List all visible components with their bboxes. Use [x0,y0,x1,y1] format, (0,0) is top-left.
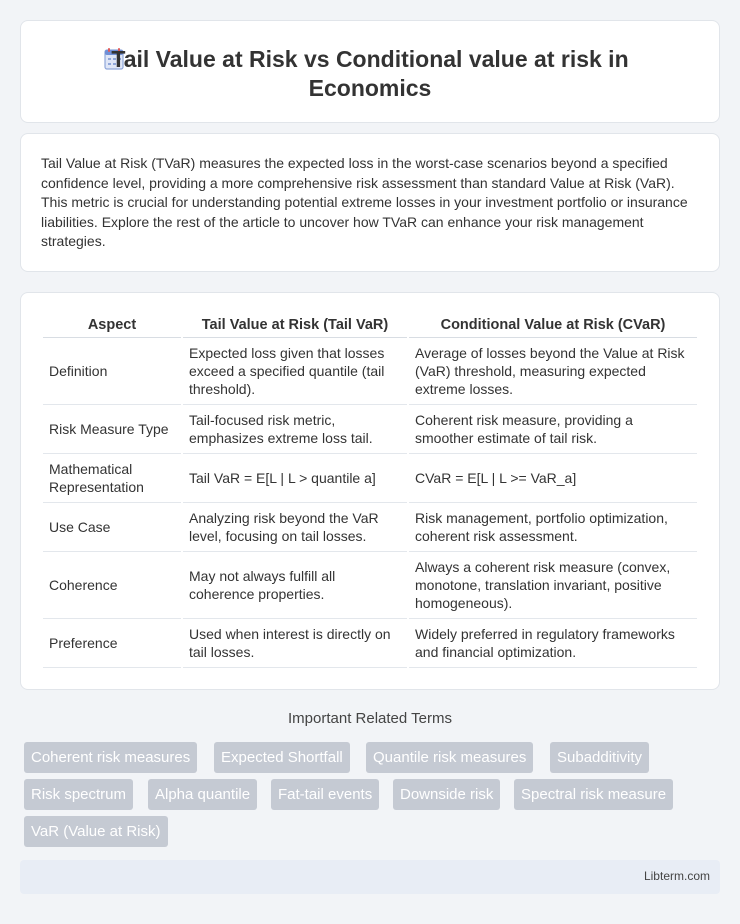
table-row [43,454,697,503]
tag-downside-risk[interactable]: Downside risk [393,779,500,810]
cell-tail-var: Expected loss given that losses exceed a specified quantile (tail threshold). [183,338,407,405]
cell-aspect: Coherence [43,552,181,619]
cell-tail-var: Analyzing risk beyond the VaR level, focusing on tail losses. [183,503,407,552]
cell-tail-var: May not always fulfill all coherence properties. [183,552,407,619]
page-title: Tail Value at Risk vs Conditional value at risk in Economics [111,46,629,101]
footer-site-link[interactable]: Libterm.com [643,869,710,883]
header-tail-var: Tail Value at Risk (Tail VaR) [183,315,407,338]
tag-expected-shortfall[interactable]: Expected Shortfall [214,742,350,773]
table-row [43,503,697,552]
cell-aspect: Risk Measure Type [43,405,181,454]
header-aspect: Aspect [43,315,181,338]
table-header-row [43,315,697,338]
cell-cvar: Risk management, portfolio optimization, coherent risk assessment. [409,503,697,552]
comparison-table [41,315,699,668]
footer [20,860,720,894]
tag-subadditivity[interactable]: Subadditivity [550,742,649,773]
cell-tail-var: Used when interest is directly on tail losses. [183,619,407,668]
cell-cvar: Widely preferred in regulatory frameworks and financial optimization. [409,619,697,668]
tag-risk-spectrum[interactable]: Risk spectrum [24,779,133,810]
cell-cvar: CVaR = E[L | L >= VaR_a] [409,454,697,503]
cell-tail-var: Tail VaR = E[L | L > quantile a] [183,454,407,503]
cell-aspect: Mathematical Representation [43,454,181,503]
table-row [43,619,697,668]
title-card [20,20,720,123]
header-cvar: Conditional Value at Risk (CVaR) [409,315,697,338]
cell-cvar: Average of losses beyond the Value at Risk (VaR) threshold, measuring expected extreme losses. [409,338,697,405]
cell-cvar: Always a coherent risk measure (convex, monotone, translation invariant, positive homogeneous). [409,552,697,619]
tag-quantile-risk-measures[interactable]: Quantile risk measures [366,742,533,773]
tag-spectral-risk-measure[interactable]: Spectral risk measure [514,779,673,810]
table-row [43,338,697,405]
cell-aspect: Use Case [43,503,181,552]
table-row [43,405,697,454]
cell-cvar: Coherent risk measure, providing a smoother estimate of tail risk. [409,405,697,454]
cell-aspect: Definition [43,338,181,405]
cell-aspect: Preference [43,619,181,668]
intro-paragraph: Tail Value at Risk (TVaR) measures the expected loss in the worst-case scenarios beyond a specified confidence level, providing a more comprehensive risk assessment than standard Value at Risk (VaR). This metric is crucial for understanding potential extreme losses in your investment portfolio or insurance liabilities. Explore the rest of the article to uncover how TVaR can enhance your risk management strategies. [41,155,688,249]
tag-var-value-at-risk[interactable]: VaR (Value at Risk) [24,816,168,847]
table-row [43,552,697,619]
tag-alpha-quantile[interactable]: Alpha quantile [148,779,257,810]
comparison-card [20,292,720,690]
intro-card [20,133,720,272]
related-terms-title: Important Related Terms [288,710,452,727]
cell-tail-var: Tail-focused risk metric, emphasizes extreme loss tail. [183,405,407,454]
tag-fat-tail-events[interactable]: Fat-tail events [271,779,379,810]
tag-coherent-risk-measures[interactable]: Coherent risk measures [24,742,197,773]
